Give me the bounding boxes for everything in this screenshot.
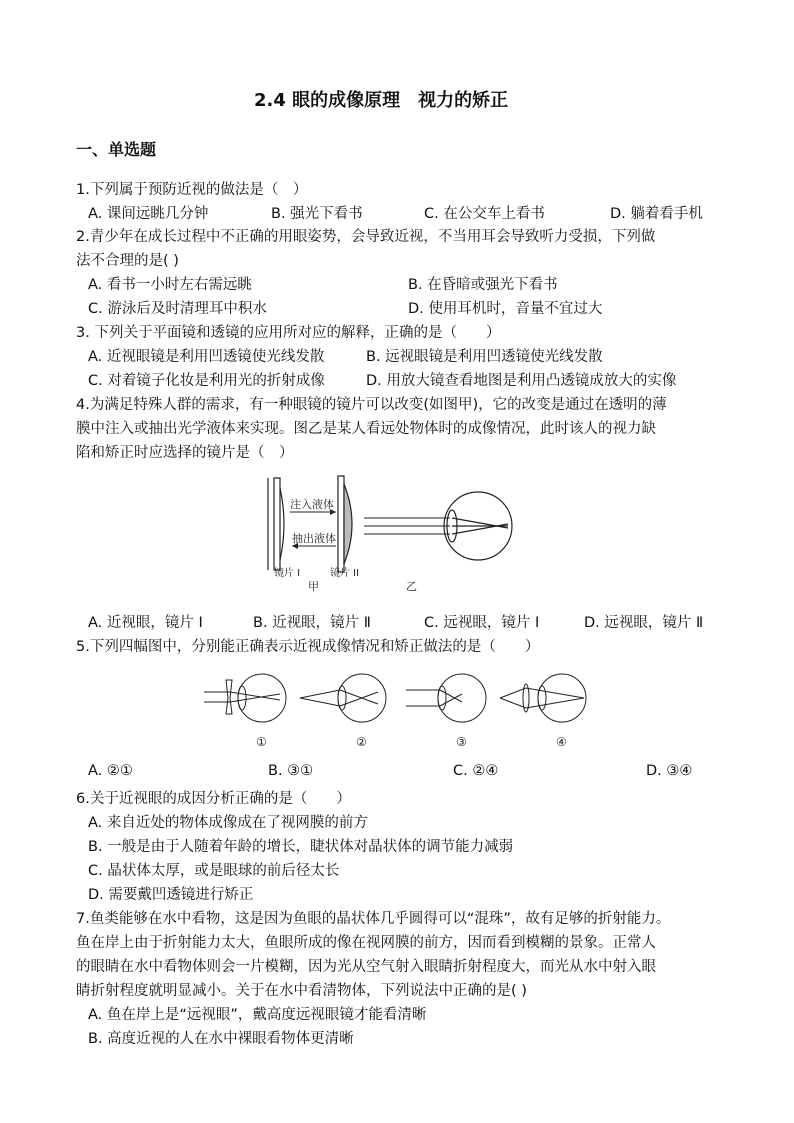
q3-option-b: B. 远视眼镜是利用凹透镜使光线发散 [366, 349, 603, 365]
question-6-stem: 6.关于近视眼的成因分析正确的是（ ） [76, 791, 351, 807]
q6-option-a: A. 来自近处的物体成像成在了视网膜的前方 [88, 815, 368, 831]
q4-option-d: D. 远视眼，镜片 Ⅱ [584, 615, 704, 631]
q6-option-b: B. 一般是由于人随着年龄的增长，睫状体对晶状体的调节能力减弱 [88, 839, 514, 855]
q7-option-b: B. 高度近视的人在水中裸眼看物体更清晰 [88, 1031, 354, 1047]
q2-option-b: B. 在昏暗或强光下看书 [408, 277, 558, 293]
q1-option-c: C. 在公交车上看书 [424, 206, 545, 222]
section-heading: 一、单选题 [76, 140, 157, 159]
question-4-stem-line2: 膜中注入或抽出光学液体来实现。图乙是某人看远处物体时的成像情况，此时该人的视力缺 [76, 421, 656, 437]
q5-option-c: C. ②④ [453, 763, 499, 779]
question-7-stem-line2: 鱼在岸上由于折射能力太大，鱼眼所成的像在视网膜的前方，因而看到模糊的景象。正常人 [76, 935, 656, 951]
q3-option-d: D. 用放大镜查看地图是利用凸透镜成放大的实像 [366, 373, 677, 389]
q4-option-c: C. 远视眼，镜片 Ⅰ [424, 615, 540, 631]
extract-label: 抽出液体 [292, 532, 336, 545]
question-2-stem-line2: 法不合理的是( ) [76, 253, 179, 269]
question-7-stem-line1: 7.鱼类能够在水中看物，这是因为鱼眼的晶状体几乎圆得可以“混珠”，故有足够的折射能力。 [76, 911, 671, 927]
question-1-stem: 1.下列属于预防近视的做法是（ ） [76, 182, 308, 198]
q1-option-d: D. 躺着看手机 [610, 206, 703, 222]
q1-option-a: A. 课间远眺几分钟 [88, 206, 209, 222]
q5-option-a: A. ②① [88, 763, 133, 779]
question-5-stem: 5.下列四幅图中，分别能正确表示近视成像情况和矫正做法的是（ ） [76, 639, 540, 655]
q5-option-b: B. ③① [268, 763, 314, 779]
question-4-stem-line3: 陷和矫正时应选择的镜片是（ ） [76, 445, 294, 461]
q3-option-a: A. 近视眼镜是利用凹透镜使光线发散 [88, 349, 325, 365]
jia-label: 甲 [308, 580, 319, 593]
eye-diagram [444, 492, 512, 560]
lens-1-label: 镜片 I [274, 568, 301, 579]
q7-option-a: A. 鱼在岸上是“远视眼”，戴高度远视眼镜才能看清晰 [88, 1007, 427, 1023]
eye-figure-2 [300, 674, 386, 722]
yi-label: 乙 [406, 580, 417, 593]
inject-label: 注入液体 [290, 498, 334, 511]
q4-option-b: B. 近视眼，镜片 Ⅱ [253, 615, 371, 631]
lens-1-shape [268, 478, 284, 570]
page-title: 2.4 眼的成像原理 视力的矫正 [254, 90, 509, 111]
q6-option-d: D. 需要戴凹透镜进行矫正 [88, 887, 254, 903]
q3-option-c: C. 对着镜子化妆是利用光的折射成像 [88, 373, 325, 389]
q2-option-d: D. 使用耳机时，音量不宜过大 [408, 301, 603, 317]
question-2-stem-line1: 2.青少年在成长过程中不正确的用眼姿势，会导致近视，不当用耳会导致听力受损，下列做 [76, 229, 656, 245]
q5-option-d: D. ③④ [646, 763, 693, 779]
q6-option-c: C. 晶状体太厚，或是眼球的前后径太长 [88, 863, 340, 879]
q2-option-a: A. 看书一小时左右需远眺 [88, 277, 252, 293]
figure-label-2: ② [356, 735, 367, 749]
question-3-stem: 3. 下列关于平面镜和透镜的应用所对应的解释，正确的是（ ） [76, 325, 501, 341]
incoming-rays [364, 518, 450, 534]
q4-option-a: A. 近视眼，镜片 Ⅰ [88, 615, 203, 631]
q2-option-c: C. 游泳后及时清理耳中积水 [88, 301, 267, 317]
eye-figure-4 [500, 674, 586, 722]
eye-figure-3 [406, 674, 486, 722]
lens-2-shape [338, 476, 352, 572]
lens-2-label: 镜片 II [330, 568, 360, 579]
figure-label-3: ③ [456, 735, 467, 749]
q1-option-b: B. 强光下看书 [271, 206, 363, 222]
question-7-stem-line3: 的眼睛在水中看物体则会一片模糊，因为光从空气射入眼睛折射程度大，而光从水中射入眼 [76, 959, 656, 975]
figure-label-4: ④ [556, 735, 567, 749]
q5-eye-figures [200, 662, 600, 757]
q4-lens-figure [260, 470, 520, 600]
figure-label-1: ① [256, 735, 267, 749]
eye-figure-1 [204, 674, 286, 722]
question-7-stem-line4: 睛折射程度就明显减小。关于在水中看清物体，下列说法中正确的是( ) [76, 983, 527, 999]
question-4-stem-line1: 4.为满足特殊人群的需求，有一种眼镜的镜片可以改变(如图甲)，它的改变是通过在透明的薄 [76, 397, 667, 413]
